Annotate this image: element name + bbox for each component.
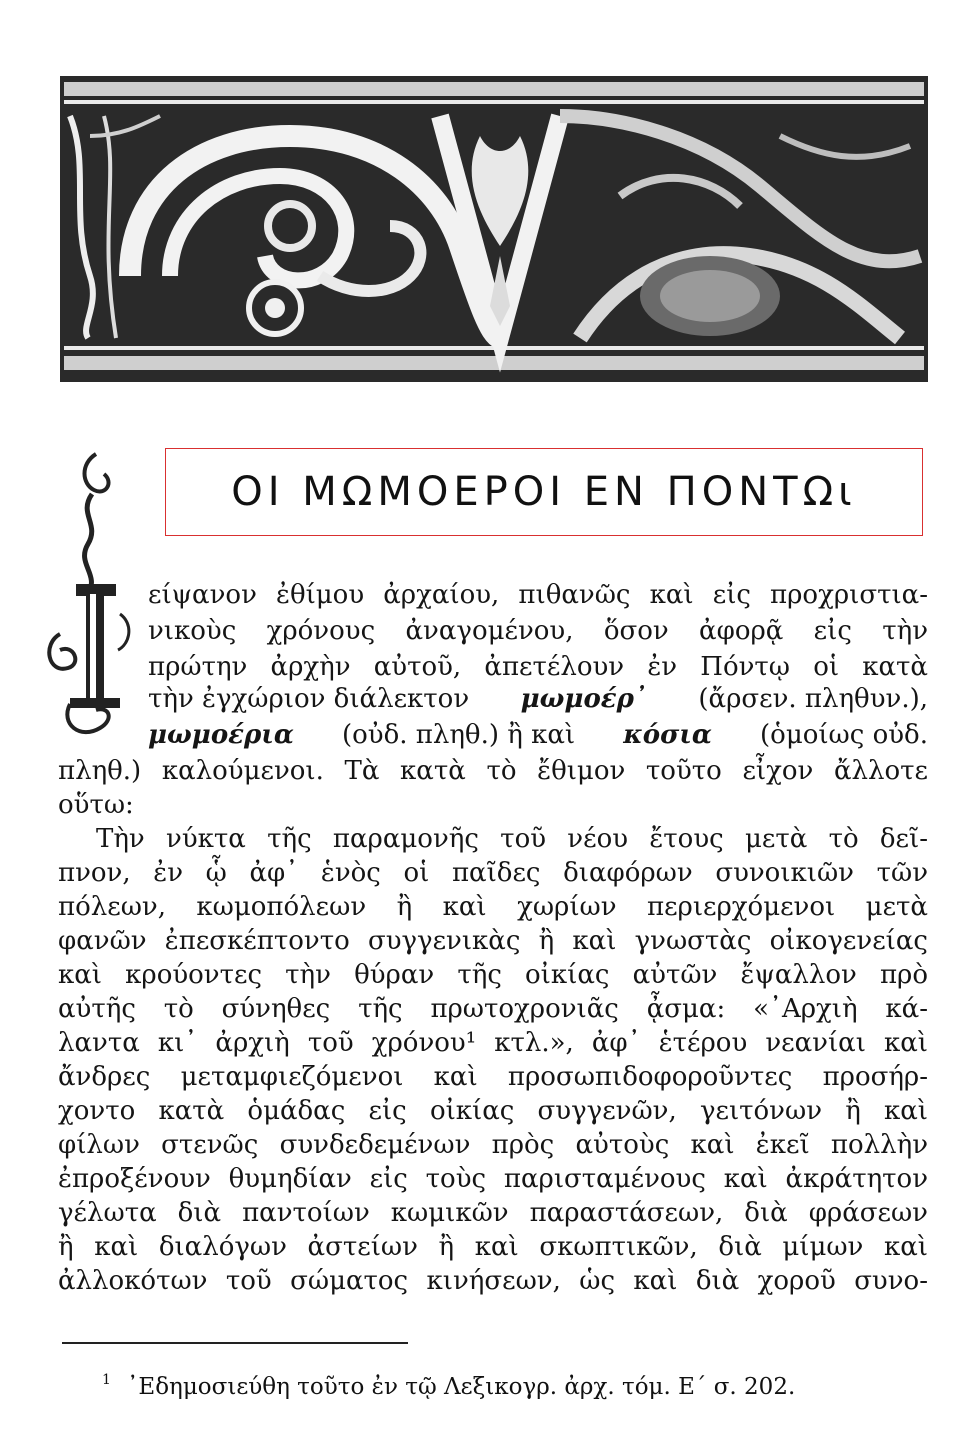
footnote [102,1372,795,1400]
term-momoer: μωμοέρ᾽ [520,684,647,714]
paragraph2-line: φανῶν ἐπεσκέπτοντο συγγενικὰς ἢ καὶ γνωστὰς οἰκογενείας [58,926,928,956]
title-box [165,448,923,536]
paragraph2-line: χοντο κατὰ ὁμάδας εἰς οἰκίας συγγενῶν, γειτόνων ἢ καὶ [58,1096,928,1126]
paragraph2-line: αὐτῆς τὸ σύνηθες τῆς πρωτοχρονιᾶς ᾆσμα: «᾿Αρχιὴ κά- [58,994,928,1024]
footnote-rule [62,1342,408,1344]
paragraph2-line: ἄνδρες μεταμφιεζόμενοι καὶ προσωπιδοφοροῦντες προσήρ- [58,1062,928,1092]
paragraph1-line4 [148,682,928,716]
paragraph1-line5 [148,718,928,752]
ornamental-header-band [60,76,928,382]
paragraph1-line2: νικοὺς χρόνους ἀναγομένου, ὅσον ἀφορᾷ εἰς τὴν [148,616,928,646]
paragraph1-line4-text-b: (ἄρσεν. πληθυν.), [698,684,928,714]
paragraph2-line: Τὴν νύκτα τῆς παραμονῆς τοῦ νέου ἔτους μετὰ τὸ δεῖ- [96,824,928,854]
paragraph2-line: καὶ κρούοντες τὴν θύραν τῆς οἰκίας αὐτῶν ἔψαλλον πρὸ [58,960,928,990]
paragraph1-line3: πρώτην ἀρχὴν αὐτοῦ, ἀπετέλουν ἐν Πόντῳ οἱ κατὰ [148,652,928,682]
paragraph1-line6: πληθ.) καλούμενοι. Τὰ κατὰ τὸ ἔθιμον τοῦτο εἶχον ἄλλοτε [58,756,928,786]
paragraph2-line: ἐπροξένουν θυμηδίαν εἰς τοὺς παρισταμένους καὶ ἀκράτητον [58,1164,928,1194]
paragraph2-line: πόλεων, κωμοπόλεων ἢ καὶ χωρίων περιερχόμενοι μετὰ [58,892,928,922]
paragraph2-line: γέλωτα διὰ παντοίων κωμικῶν παραστάσεων, διὰ φράσεων [58,1198,928,1228]
footnote-mark: 1 [102,1372,111,1388]
term-momoeria: μωμοέρια [148,720,294,750]
paragraph2-line: πνον, ἐν ᾧ ἀφ᾽ ἑνὸς οἱ παῖδες διαφόρων συνοικιῶν τῶν [58,858,928,888]
paragraph2-line: ἢ καὶ διαλόγων ἀστείων ἢ καὶ σκωπτικῶν, διὰ μίμων καὶ [58,1232,928,1262]
paragraph2-line: ἀλλοκότων τοῦ σώματος κινήσεων, ὡς καὶ διὰ χοροῦ συνο- [58,1266,928,1296]
paragraph1-line1: είψανον ἐθίμου ἀρχαίου, πιθανῶς καὶ εἰς προχριστια- [148,580,928,610]
paragraph1-line5-text-b: (ὁμοίως οὐδ. [760,720,928,750]
paragraph1-line7: οὕτω: [58,790,134,820]
paragraph2-line: λαντα κι᾿ ἀρχιὴ τοῦ χρόνου¹ κτλ.», ἀφ᾽ ἑτέρου νεανίαι καὶ [58,1028,928,1058]
page-title: ΟΙ ΜΩΜΟΕΡΟΙ ΕΝ ΠΟΝΤΩι [231,469,857,515]
footnote-text: ᾿Εδημοσιεύθη τοῦτο ἐν τῷ Λεξικογρ. ἀρχ. τόμ. Ε΄ σ. 202. [126,1374,796,1400]
paragraph1-line4-text-a: τὴν ἐγχώριον διάλεκτον [148,684,470,714]
term-kosia: κόσια [623,720,712,750]
decorated-initial-letter [30,444,148,744]
paragraph1-line5-text-a: (οὐδ. πληθ.) ἢ καὶ [342,720,576,750]
paragraph2-line: φίλων στενῶς συνδεδεμένων πρὸς αὐτοὺς καὶ ἐκεῖ πολλὴν [58,1130,928,1160]
